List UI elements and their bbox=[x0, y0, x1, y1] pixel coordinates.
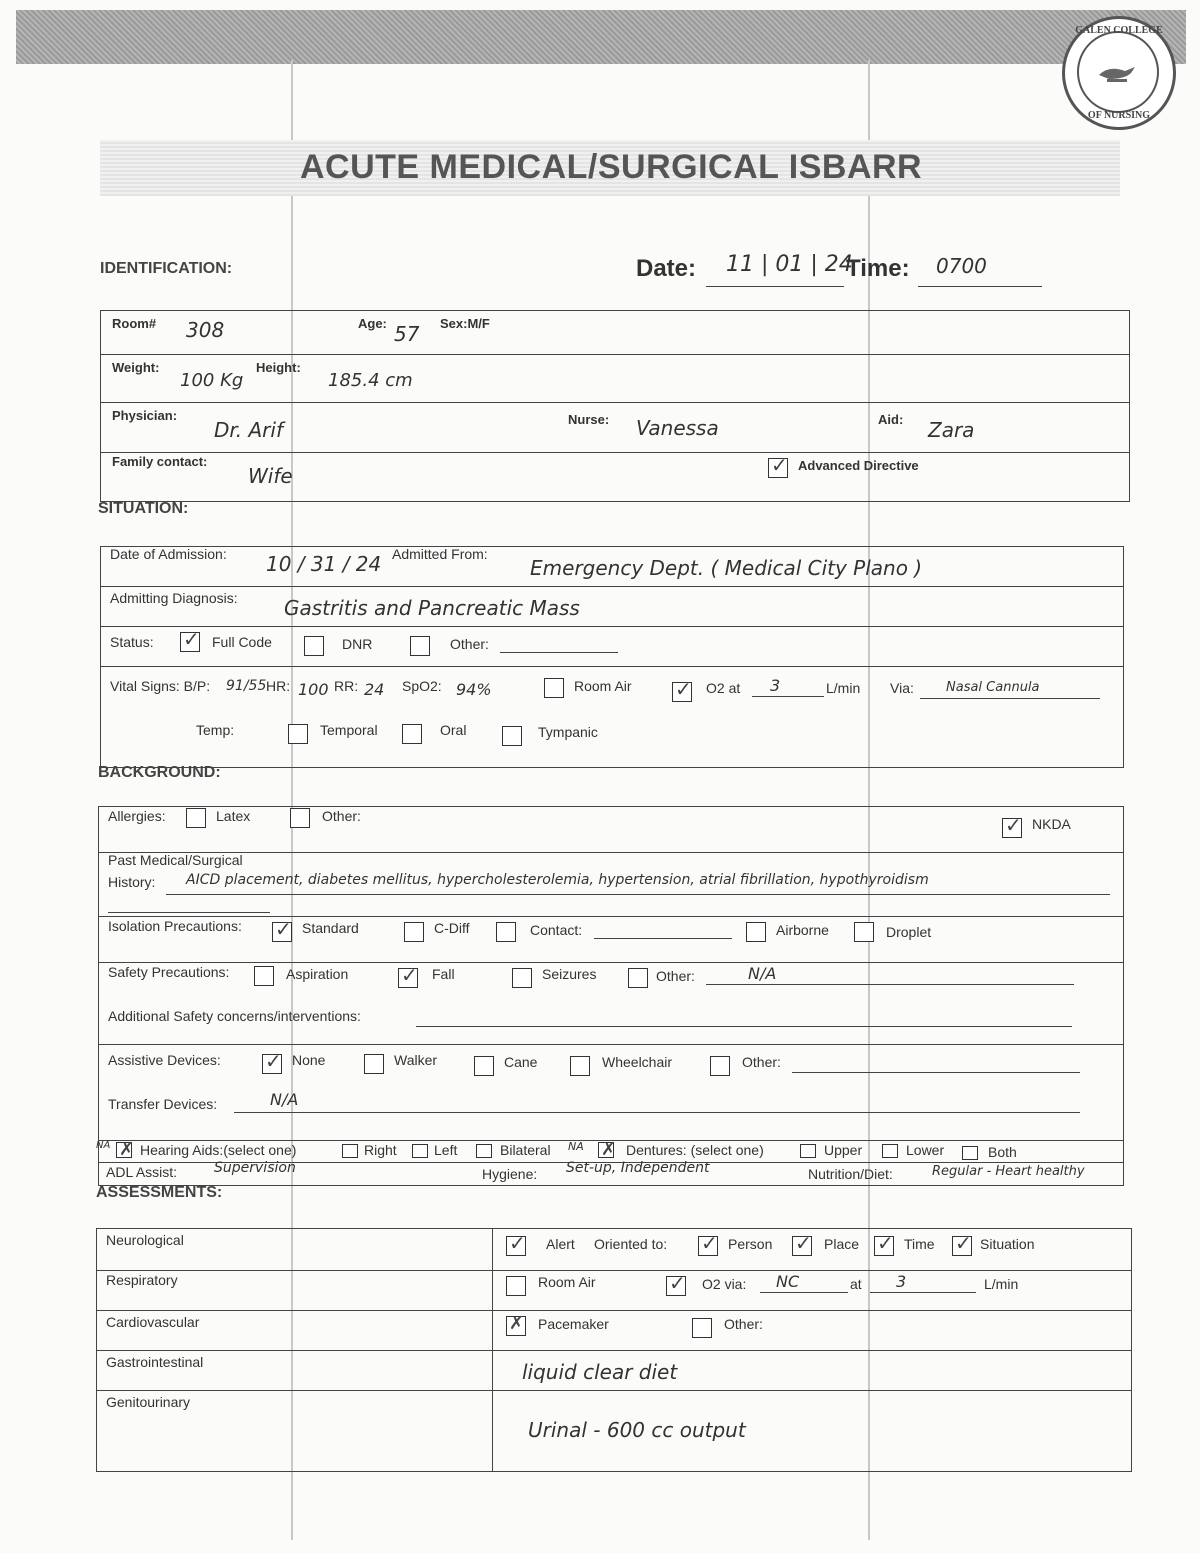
diagnosis-label: Admitting Diagnosis: bbox=[110, 590, 238, 606]
admission-date-label: Date of Admission: bbox=[110, 546, 227, 562]
o2-at-label: O2 at bbox=[706, 680, 741, 696]
fall-checkbox[interactable] bbox=[398, 968, 418, 988]
age-label: Age: bbox=[358, 316, 387, 331]
at-underline bbox=[870, 1292, 976, 1293]
row-divider bbox=[100, 402, 1130, 403]
row-divider bbox=[100, 666, 1124, 667]
o2-via-underline bbox=[760, 1292, 848, 1293]
identification-header: IDENTIFICATION: bbox=[100, 260, 233, 277]
at-label: at bbox=[850, 1276, 862, 1292]
cdiff-checkbox[interactable] bbox=[404, 922, 424, 942]
physician-label: Physician: bbox=[112, 408, 178, 423]
seal-text-top: GALEN COLLEGE bbox=[1075, 25, 1163, 36]
advanced-directive-checkbox[interactable] bbox=[768, 458, 788, 478]
form-title-banner bbox=[100, 140, 1120, 196]
cane-checkbox[interactable] bbox=[474, 1056, 494, 1076]
gastrointestinal-label: Gastrointestinal bbox=[106, 1354, 204, 1370]
weight-label: Weight: bbox=[112, 360, 160, 375]
spo2-label: SpO2: bbox=[402, 678, 442, 694]
room-value[interactable]: 308 bbox=[186, 318, 225, 342]
pmh-history-label: History: bbox=[108, 874, 156, 890]
lamp-icon bbox=[1095, 59, 1143, 83]
date-value[interactable]: 11 | 01 | 24 bbox=[726, 252, 853, 277]
time-value[interactable]: 0700 bbox=[936, 254, 987, 278]
row-divider bbox=[98, 1044, 1124, 1045]
cane-label: Cane bbox=[504, 1054, 538, 1070]
cdiff-label: C-Diff bbox=[434, 920, 470, 936]
adl-assist-value[interactable]: Supervision bbox=[214, 1160, 296, 1176]
seizures-label: Seizures bbox=[542, 966, 597, 982]
hr-label: HR: bbox=[266, 678, 291, 694]
resp-room-air-label: Room Air bbox=[538, 1274, 596, 1290]
none-checkbox[interactable] bbox=[262, 1054, 282, 1074]
assistive-devices-label: Assistive Devices: bbox=[108, 1052, 221, 1068]
dentures-na-checkbox[interactable] bbox=[598, 1142, 614, 1158]
rr-label: RR: bbox=[334, 678, 359, 694]
weight-value[interactable]: 100 Kg bbox=[180, 370, 244, 391]
pacemaker-label: Pacemaker bbox=[538, 1316, 609, 1332]
pmh-value[interactable]: AICD placement, diabetes mellitus, hypercholesterolemia, hypertension, atrial fibrillation, hypothyroidism bbox=[186, 872, 929, 888]
assessments-header: ASSESSMENTS: bbox=[96, 1184, 223, 1201]
page-title: ACUTE MEDICAL/SURGICAL ISBARR bbox=[300, 148, 923, 186]
status-other-label: Other: bbox=[450, 636, 489, 652]
dentures-label: Dentures: (select one) bbox=[626, 1142, 764, 1158]
neurological-label: Neurological bbox=[106, 1232, 184, 1248]
dnr-label: DNR bbox=[342, 636, 373, 652]
status-other-line bbox=[500, 652, 618, 653]
hearing-na-checkbox[interactable] bbox=[116, 1142, 132, 1158]
situation-header: SITUATION: bbox=[98, 500, 189, 517]
none-label: None bbox=[292, 1052, 326, 1068]
height-label: Height: bbox=[256, 360, 301, 375]
bp-value[interactable]: 91/55 bbox=[226, 678, 267, 694]
via-underline bbox=[920, 698, 1100, 699]
nurse-value[interactable]: Vanessa bbox=[636, 416, 719, 440]
scan-header-bar bbox=[16, 10, 1186, 64]
hearing-na-mark: NA bbox=[96, 1140, 111, 1151]
sex-label: Sex:M/F bbox=[440, 316, 490, 331]
row-divider bbox=[98, 962, 1124, 963]
diagnosis-value[interactable]: Gastritis and Pancreatic Mass bbox=[284, 596, 580, 620]
hearing-left-checkbox[interactable] bbox=[412, 1144, 428, 1158]
cardiovascular-label: Cardiovascular bbox=[106, 1314, 200, 1330]
resp-o2-checkbox[interactable] bbox=[666, 1276, 686, 1296]
dnr-checkbox[interactable] bbox=[304, 636, 324, 656]
nkda-label: NKDA bbox=[1032, 816, 1071, 832]
latex-checkbox[interactable] bbox=[186, 808, 206, 828]
transfer-underline bbox=[234, 1112, 1080, 1113]
height-value[interactable]: 185.4 cm bbox=[328, 370, 413, 391]
admitted-from-value[interactable]: Emergency Dept. ( Medical City Plano ) bbox=[530, 556, 923, 580]
row-divider bbox=[100, 452, 1130, 453]
o2-underline bbox=[752, 696, 824, 697]
person-checkbox[interactable] bbox=[698, 1236, 718, 1256]
hearing-bilateral-checkbox[interactable] bbox=[476, 1144, 492, 1158]
room-air-checkbox[interactable] bbox=[544, 678, 564, 698]
isolation-label: Isolation Precautions: bbox=[108, 918, 242, 934]
row-divider bbox=[98, 852, 1124, 853]
latex-label: Latex bbox=[216, 808, 251, 824]
aspiration-checkbox[interactable] bbox=[254, 966, 274, 986]
dentures-upper-label: Upper bbox=[824, 1142, 863, 1158]
genitourinary-value[interactable]: Urinal - 600 cc output bbox=[528, 1418, 746, 1442]
oral-label: Oral bbox=[440, 722, 467, 738]
o2-checkbox[interactable] bbox=[672, 682, 692, 702]
pmh-underline-2 bbox=[108, 912, 270, 913]
hygiene-value[interactable]: Set-up, Independent bbox=[566, 1160, 710, 1176]
date-underline bbox=[706, 286, 844, 287]
safety-other-value[interactable]: N/A bbox=[748, 964, 777, 983]
contact-label: Contact: bbox=[530, 922, 583, 938]
standard-label: Standard bbox=[302, 920, 359, 936]
at-value[interactable]: 3 bbox=[896, 1272, 907, 1291]
time-label: Time: bbox=[846, 255, 910, 282]
status-label: Status: bbox=[110, 634, 154, 650]
droplet-checkbox[interactable] bbox=[854, 922, 874, 942]
seal-text-bottom: OF NURSING bbox=[1087, 110, 1151, 121]
gastrointestinal-value[interactable]: liquid clear diet bbox=[522, 1360, 678, 1384]
oral-checkbox[interactable] bbox=[402, 724, 422, 744]
airborne-checkbox[interactable] bbox=[746, 922, 766, 942]
age-value[interactable]: 57 bbox=[394, 322, 420, 346]
person-label: Person bbox=[728, 1236, 773, 1252]
nkda-checkbox[interactable] bbox=[1002, 818, 1022, 838]
aid-label: Aid: bbox=[878, 412, 904, 427]
hearing-right-checkbox[interactable] bbox=[342, 1144, 358, 1158]
aspiration-label: Aspiration bbox=[286, 966, 349, 982]
alert-label: Alert bbox=[546, 1236, 575, 1252]
additional-safety-underline bbox=[416, 1026, 1072, 1027]
respiratory-label: Respiratory bbox=[106, 1272, 178, 1288]
spo2-value[interactable]: 94% bbox=[456, 680, 492, 699]
cardio-other-checkbox[interactable] bbox=[692, 1318, 712, 1338]
hearing-right-label: Right bbox=[364, 1142, 397, 1158]
fall-label: Fall bbox=[432, 966, 455, 982]
dentures-na-mark: NA bbox=[568, 1140, 584, 1153]
row-divider bbox=[96, 1310, 1132, 1311]
temporal-label: Temporal bbox=[320, 722, 378, 738]
o2-value[interactable]: 3 bbox=[770, 676, 781, 695]
aid-value[interactable]: Zara bbox=[928, 418, 975, 442]
date-label: Date: bbox=[636, 255, 697, 282]
allergy-other-label: Other: bbox=[322, 808, 361, 824]
via-value[interactable]: Nasal Cannula bbox=[946, 680, 1040, 695]
time-checkbox[interactable] bbox=[874, 1236, 894, 1256]
admission-date-value[interactable]: 10 / 31 / 24 bbox=[266, 552, 382, 576]
seizures-checkbox[interactable] bbox=[512, 968, 532, 988]
admitted-from-label: Admitted From: bbox=[392, 546, 488, 562]
situation-label: Situation bbox=[980, 1236, 1035, 1252]
hygiene-label: Hygiene: bbox=[482, 1166, 538, 1182]
alert-checkbox[interactable] bbox=[506, 1236, 526, 1256]
lmin-label: L/min bbox=[826, 680, 861, 696]
full-code-checkbox[interactable] bbox=[180, 632, 200, 652]
place-label: Place bbox=[824, 1236, 860, 1252]
hr-value[interactable]: 100 bbox=[298, 680, 329, 699]
advanced-directive-label: Advanced Directive bbox=[798, 458, 919, 473]
row-divider bbox=[96, 1270, 1132, 1271]
hearing-left-label: Left bbox=[434, 1142, 458, 1158]
adl-assist-label: ADL Assist: bbox=[106, 1164, 178, 1180]
assist-other-label: Other: bbox=[742, 1054, 781, 1070]
tympanic-label: Tympanic bbox=[538, 724, 598, 740]
dentures-upper-checkbox[interactable] bbox=[800, 1144, 816, 1158]
family-contact-value[interactable]: Wife bbox=[248, 464, 293, 488]
room-label: Room# bbox=[112, 316, 157, 331]
genitourinary-label: Genitourinary bbox=[106, 1394, 191, 1410]
status-other-checkbox[interactable] bbox=[410, 636, 430, 656]
allergies-label: Allergies: bbox=[108, 808, 166, 824]
hearing-aids-label: Hearing Aids:(select one) bbox=[140, 1142, 297, 1158]
transfer-devices-label: Transfer Devices: bbox=[108, 1096, 218, 1112]
room-air-label: Room Air bbox=[574, 678, 632, 694]
droplet-label: Droplet bbox=[886, 924, 932, 940]
nutrition-label: Nutrition/Diet: bbox=[808, 1166, 893, 1182]
background-table bbox=[98, 806, 1124, 1186]
physician-value[interactable]: Dr. Arif bbox=[214, 418, 284, 442]
pmh-underline bbox=[166, 894, 1110, 895]
resp-lmin-label: L/min bbox=[984, 1276, 1019, 1292]
row-divider bbox=[96, 1390, 1132, 1391]
airborne-label: Airborne bbox=[776, 922, 829, 938]
row-divider bbox=[98, 916, 1124, 917]
temp-label: Temp: bbox=[196, 722, 235, 738]
time-underline bbox=[918, 286, 1042, 287]
hearing-bilateral-label: Bilateral bbox=[500, 1142, 551, 1158]
cardio-other-label: Other: bbox=[724, 1316, 763, 1332]
college-seal-logo bbox=[1062, 16, 1176, 130]
pacemaker-checkbox[interactable] bbox=[506, 1316, 526, 1336]
safety-other-underline bbox=[706, 984, 1074, 985]
safety-other-label: Other: bbox=[656, 968, 695, 984]
via-label: Via: bbox=[890, 680, 914, 696]
vital-signs-label: Vital Signs: B/P: bbox=[110, 678, 211, 694]
assist-other-underline bbox=[792, 1072, 1080, 1073]
row-divider bbox=[96, 1350, 1132, 1351]
time-label: Time bbox=[904, 1236, 935, 1252]
nurse-label: Nurse: bbox=[568, 412, 610, 427]
temporal-checkbox[interactable] bbox=[288, 724, 308, 744]
resp-room-air-checkbox[interactable] bbox=[506, 1276, 526, 1296]
contact-checkbox[interactable] bbox=[496, 922, 516, 942]
dentures-both-label: Both bbox=[988, 1144, 1017, 1160]
oriented-to-label: Oriented to: bbox=[594, 1236, 668, 1252]
nutrition-value[interactable]: Regular - Heart healthy bbox=[932, 1164, 1085, 1179]
walker-checkbox[interactable] bbox=[364, 1054, 384, 1074]
place-checkbox[interactable] bbox=[792, 1236, 812, 1256]
allergy-other-checkbox[interactable] bbox=[290, 808, 310, 828]
row-divider bbox=[100, 586, 1124, 587]
contact-underline bbox=[594, 938, 732, 939]
tympanic-checkbox[interactable] bbox=[502, 726, 522, 746]
pmh-label: Past Medical/Surgical bbox=[108, 852, 243, 868]
situation-checkbox[interactable] bbox=[952, 1236, 972, 1256]
additional-safety-label: Additional Safety concerns/interventions: bbox=[108, 1008, 361, 1024]
o2-via-value[interactable]: NC bbox=[776, 1272, 800, 1291]
dentures-lower-checkbox[interactable] bbox=[882, 1144, 898, 1158]
wheelchair-label: Wheelchair bbox=[602, 1054, 673, 1070]
wheelchair-checkbox[interactable] bbox=[570, 1056, 590, 1076]
background-header: BACKGROUND: bbox=[98, 764, 221, 781]
family-contact-label: Family contact: bbox=[112, 454, 208, 469]
safety-other-checkbox[interactable] bbox=[628, 968, 648, 988]
transfer-devices-value[interactable]: N/A bbox=[270, 1090, 299, 1109]
full-code-label: Full Code bbox=[212, 634, 272, 650]
safety-label: Safety Precautions: bbox=[108, 964, 230, 980]
dentures-lower-label: Lower bbox=[906, 1142, 945, 1158]
standard-checkbox[interactable] bbox=[272, 922, 292, 942]
dentures-both-checkbox[interactable] bbox=[962, 1146, 978, 1160]
assist-other-checkbox[interactable] bbox=[710, 1056, 730, 1076]
row-divider bbox=[100, 626, 1124, 627]
rr-value[interactable]: 24 bbox=[364, 680, 385, 699]
walker-label: Walker bbox=[394, 1052, 438, 1068]
o2-via-label: O2 via: bbox=[702, 1276, 747, 1292]
row-divider bbox=[100, 354, 1130, 355]
